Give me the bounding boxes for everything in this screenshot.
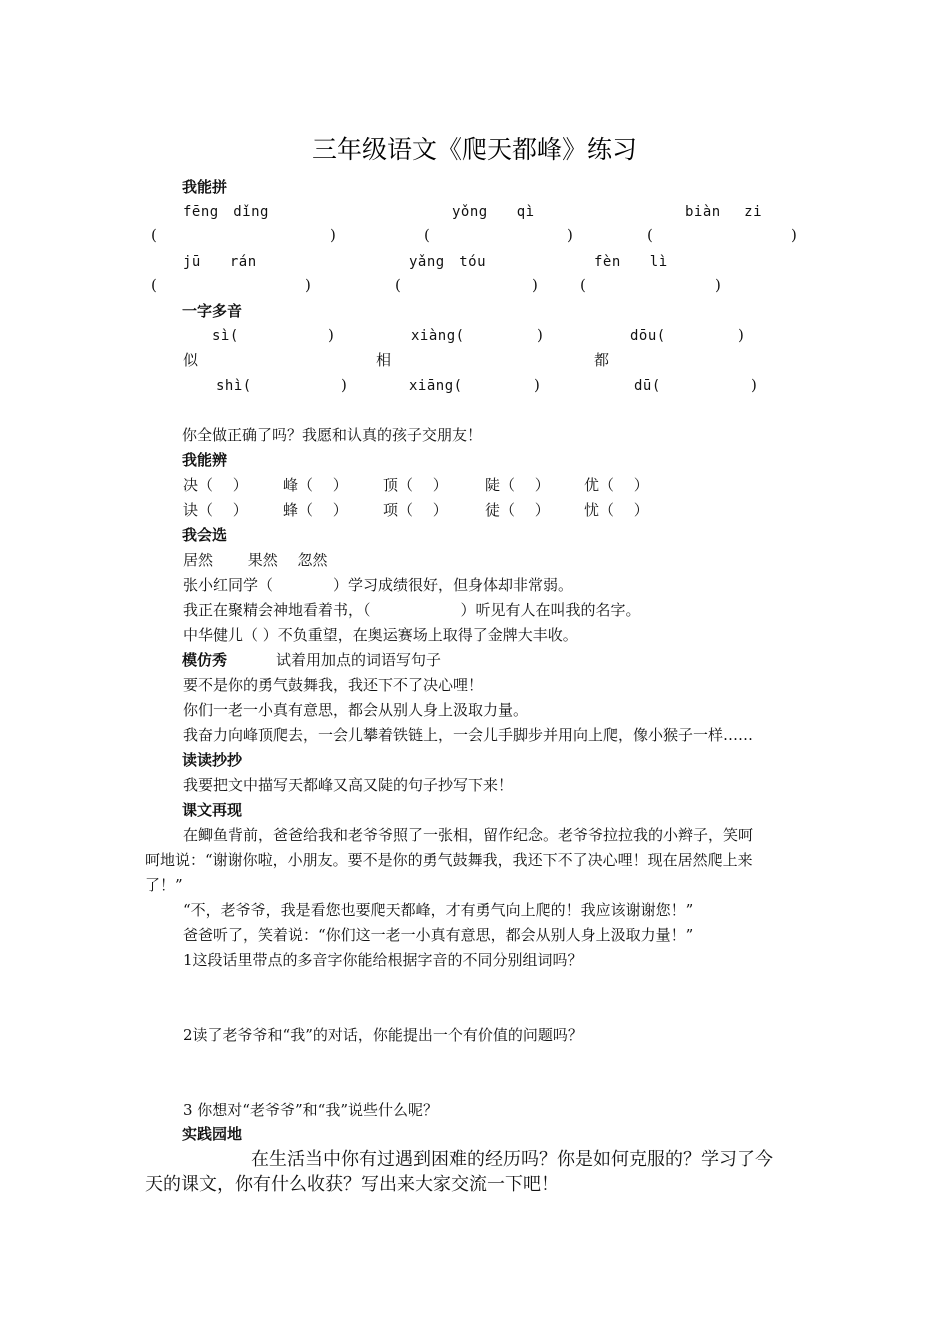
distinguish-item: 顶（ ）: [383, 476, 448, 494]
answer-paren-close: ): [715, 276, 721, 294]
reading-line: “不，老爷爷，我是看您也要爬天都峰，才有勇气向上爬的！我应该谢谢您！”: [183, 901, 694, 919]
fill-sentence: 中华健儿（ ）不负重望，在奥运赛场上取得了金牌大丰收。: [183, 626, 578, 644]
answer-paren-close: ): [567, 226, 573, 244]
section-heading-practice: 实践园地: [182, 1125, 243, 1143]
question: 2读了老爷爷和“我”的对话，你能提出一个有价值的问题吗？: [183, 1026, 583, 1044]
copy-instruction: 我要把文中描写天都峰又高又陡的句子抄写下来！: [183, 776, 514, 794]
section-heading-polyphone: 一字多音: [182, 302, 243, 320]
section-heading-imitate: 模仿秀: [182, 651, 228, 669]
pinyin-item: jū rán: [183, 254, 257, 270]
polyphone-reading: sì(: [212, 328, 239, 344]
polyphone-reading: xiāng(: [409, 378, 463, 394]
practice-line: 在生活当中你有过遇到困难的经历吗？你是如何克服的？学习了今: [251, 1149, 773, 1170]
reading-line: 了！”: [145, 876, 183, 894]
polyphone-char: 相: [376, 351, 392, 369]
encourage-text: 你全做正确了吗？我愿和认真的孩子交朋友！: [182, 426, 483, 444]
answer-paren-close: ): [537, 326, 543, 344]
word-options: 居然 果然 忽然: [183, 551, 328, 569]
answer-paren-open: (: [151, 226, 157, 244]
section-heading-choose: 我会选: [182, 526, 228, 544]
answer-paren-close: ): [751, 376, 757, 394]
distinguish-item: 项（ ）: [383, 501, 448, 519]
section-heading-pinyin: 我能拼: [182, 178, 228, 196]
answer-paren-close: ): [341, 376, 347, 394]
distinguish-item: 决（ ）: [183, 476, 248, 494]
polyphone-reading: shì(: [216, 378, 252, 394]
answer-paren-open: (: [395, 276, 401, 294]
answer-paren-close: ): [532, 276, 538, 294]
pinyin-item: yǒng qì: [452, 204, 535, 220]
polyphone-char: 都: [594, 351, 610, 369]
imitate-sentence: 我奋力向峰顶爬去，一会儿攀着铁链上，一会儿手脚步并用向上爬，像小猴子一样……: [183, 726, 754, 744]
reading-line: 在鲫鱼背前，爸爸给我和老爷爷照了一张相，留作纪念。老爷爷拉拉我的小辫子，笑呵: [183, 826, 754, 844]
answer-paren-close: ): [330, 226, 336, 244]
answer-paren-close: ): [738, 326, 744, 344]
imitate-sentence: 要不是你的勇气鼓舞我，我还下不了决心哩！: [183, 676, 484, 694]
distinguish-item: 诀（ ）: [183, 501, 248, 519]
polyphone-reading: dōu(: [630, 328, 666, 344]
imitate-hint: 试着用加点的词语写句子: [276, 651, 442, 669]
imitate-sentence: 你们一老一小真有意思，都会从别人身上汲取力量。: [183, 701, 529, 719]
answer-paren-close: ): [305, 276, 311, 294]
answer-paren-open: (: [424, 226, 430, 244]
distinguish-item: 忧（ ）: [584, 501, 649, 519]
answer-paren-close: ): [328, 326, 334, 344]
question: 1这段话里带点的多音字你能给根据字音的不同分别组词吗？: [183, 951, 583, 969]
pinyin-item: fèn lì: [594, 254, 668, 270]
practice-line: 天的课文，你有什么收获？写出来大家交流一下吧！: [145, 1174, 559, 1195]
question: 3 你想对“老爷爷”和“我”说些什么呢？: [183, 1101, 438, 1119]
distinguish-item: 蜂（ ）: [283, 501, 348, 519]
answer-paren-open: (: [647, 226, 653, 244]
section-heading-distinguish: 我能辨: [182, 451, 228, 469]
reading-line: 爸爸听了，笑着说：“你们这一老一小真有意思，都会从别人身上汲取力量！”: [183, 926, 694, 944]
answer-paren-close: ): [534, 376, 540, 394]
distinguish-item: 峰（ ）: [283, 476, 348, 494]
reading-line: 呵地说：“谢谢你啦，小朋友。要不是你的勇气鼓舞我，我还下不了决心哩！现在居然爬上来: [145, 851, 753, 869]
distinguish-item: 陡（ ）: [485, 476, 550, 494]
polyphone-reading: dū(: [634, 378, 661, 394]
section-heading-reading: 课文再现: [182, 801, 243, 819]
polyphone-char: 似: [183, 351, 199, 369]
fill-sentence: 张小红同学（ ）学习成绩很好，但身体却非常弱。: [183, 576, 574, 594]
answer-paren-open: (: [151, 276, 157, 294]
distinguish-item: 徒（ ）: [485, 501, 550, 519]
section-heading-copy: 读读抄抄: [182, 751, 243, 769]
page-title: 三年级语文《爬天都峰》练习: [312, 135, 638, 164]
pinyin-item: yǎng tóu: [409, 254, 487, 270]
pinyin-item: biàn zi: [685, 204, 763, 220]
answer-paren-close: ): [791, 226, 797, 244]
pinyin-item: fēng dǐng: [183, 204, 269, 220]
fill-sentence: 我正在聚精会神地看着书，（ ）听见有人在叫我的名字。: [183, 601, 641, 619]
distinguish-item: 优（ ）: [584, 476, 649, 494]
answer-paren-open: (: [580, 276, 586, 294]
polyphone-reading: xiàng(: [411, 328, 465, 344]
